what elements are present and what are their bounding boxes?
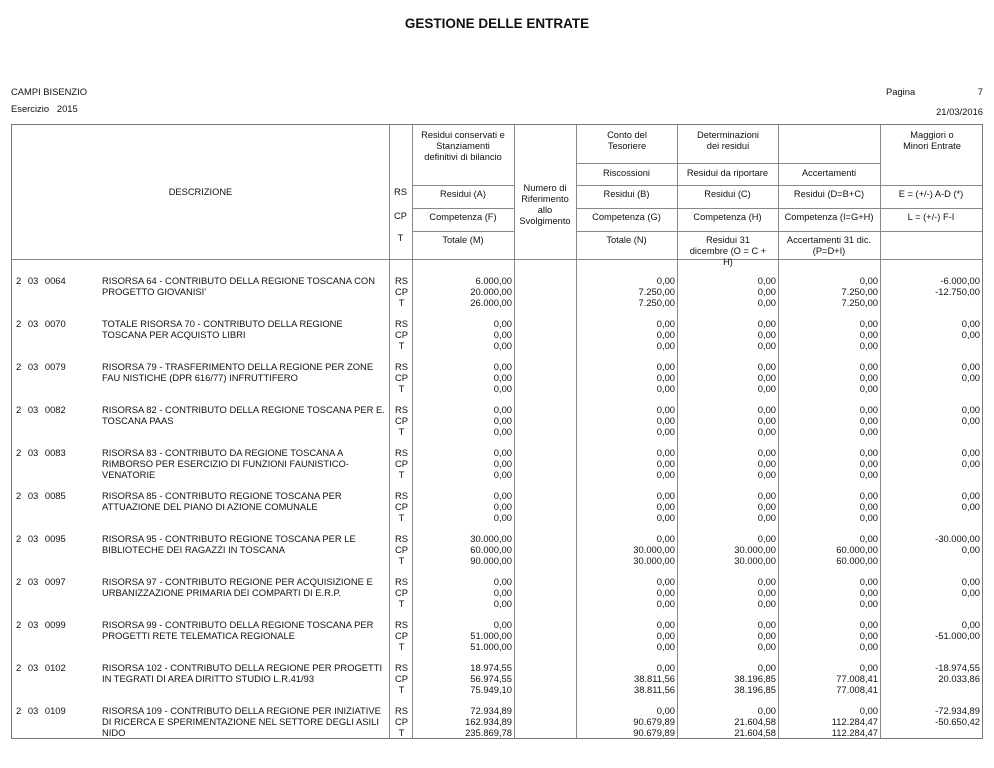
row-value-a: 72.934,89 bbox=[470, 705, 512, 716]
divider bbox=[514, 125, 515, 738]
row-value-g: 0,00 bbox=[656, 372, 675, 383]
row-value-e: 0,00 bbox=[961, 501, 980, 512]
row-value-i: 0,00 bbox=[859, 619, 878, 630]
row-value-a: 0,00 bbox=[493, 404, 512, 415]
row-value-h: 0,00 bbox=[757, 598, 776, 609]
row-type: CP bbox=[394, 544, 409, 555]
row-value-g: 0,00 bbox=[656, 275, 675, 286]
row-value-h: 0,00 bbox=[757, 576, 776, 587]
report-title: GESTIONE DELLE ENTRATE bbox=[404, 16, 590, 31]
row-value-g: 0,00 bbox=[656, 512, 675, 523]
row-value-h: 0,00 bbox=[757, 447, 776, 458]
header-col-h-cp: Competenza (H) bbox=[693, 212, 762, 222]
row-type: T bbox=[398, 297, 405, 308]
divider bbox=[412, 208, 514, 209]
row-type: RS bbox=[394, 533, 409, 544]
row-value-h: 0,00 bbox=[757, 705, 776, 716]
header-col-g-cp: Competenza (G) bbox=[592, 212, 661, 222]
row-value-h: 0,00 bbox=[757, 490, 776, 501]
header-col-e-rs: E = (+/-) A-D (*) bbox=[898, 189, 964, 199]
row-value-i: 7.250,00 bbox=[841, 286, 878, 297]
row-value-g: 0,00 bbox=[656, 619, 675, 630]
row-type: CP bbox=[394, 587, 409, 598]
row-description: RISORSA 64 - CONTRIBUTO DELLA REGIONE TOSCANA CON PROGETTO GIOVANISI' bbox=[102, 275, 375, 297]
row-value-i: 77.008,41 bbox=[836, 684, 878, 695]
row-type: T bbox=[398, 684, 405, 695]
row-value-a: 0,00 bbox=[493, 587, 512, 598]
row-value-h: 0,00 bbox=[757, 662, 776, 673]
row-value-a: 0,00 bbox=[493, 318, 512, 329]
row-value-g: 7.250,00 bbox=[638, 297, 675, 308]
row-value-i: 60.000,00 bbox=[836, 555, 878, 566]
row-code: 2 03 0070 bbox=[16, 318, 66, 329]
header-divider bbox=[12, 259, 982, 260]
row-value-e: -72.934,89 bbox=[935, 705, 980, 716]
row-value-e: 0,00 bbox=[961, 490, 980, 501]
row-description: RISORSA 95 - CONTRIBUTO REGIONE TOSCANA PER LE BIBLIOTECHE DEI RAGAZZI IN TOSCANA bbox=[102, 533, 356, 555]
row-value-a: 0,00 bbox=[493, 372, 512, 383]
header-col-a-t: Totale (M) bbox=[442, 235, 484, 245]
header-col-a-rs: Residui (A) bbox=[440, 189, 486, 199]
row-type: CP bbox=[394, 286, 409, 297]
header-col-i-rs: Residui (D=B+C) bbox=[793, 189, 865, 199]
row-value-h: 0,00 bbox=[757, 404, 776, 415]
row-value-h: 0,00 bbox=[757, 501, 776, 512]
row-value-a: 0,00 bbox=[493, 490, 512, 501]
row-description: RISORSA 109 - CONTRIBUTO DELLA REGIONE PER INIZIATIVE DI RICERCA E SPERIMENTAZIONE NEL SETTORE DEGLI ASILI NIDO bbox=[102, 705, 381, 738]
row-value-a: 0,00 bbox=[493, 383, 512, 394]
row-value-g: 0,00 bbox=[656, 458, 675, 469]
entrate-table bbox=[11, 124, 983, 739]
row-value-g: 0,00 bbox=[656, 490, 675, 501]
row-value-e: 20.033,86 bbox=[938, 673, 980, 684]
row-type: RS bbox=[394, 662, 409, 673]
row-value-i: 0,00 bbox=[859, 662, 878, 673]
divider bbox=[576, 208, 982, 209]
header-col-g-group: Conto del Tesoriere bbox=[607, 130, 647, 151]
row-value-h: 30.000,00 bbox=[734, 555, 776, 566]
row-type: T bbox=[398, 598, 405, 609]
row-value-g: 0,00 bbox=[656, 415, 675, 426]
row-value-g: 0,00 bbox=[656, 587, 675, 598]
row-value-h: 0,00 bbox=[757, 619, 776, 630]
row-value-g: 30.000,00 bbox=[633, 544, 675, 555]
row-value-a: 51.000,00 bbox=[470, 630, 512, 641]
row-value-e: -6.000,00 bbox=[940, 275, 980, 286]
row-type: T bbox=[398, 383, 405, 394]
row-value-h: 21.604,58 bbox=[734, 727, 776, 738]
row-value-i: 0,00 bbox=[859, 469, 878, 480]
row-value-i: 0,00 bbox=[859, 372, 878, 383]
row-type: RS bbox=[394, 447, 409, 458]
row-value-g: 0,00 bbox=[656, 340, 675, 351]
divider bbox=[576, 185, 982, 186]
row-type: CP bbox=[394, 630, 409, 641]
row-value-i: 0,00 bbox=[859, 576, 878, 587]
header-col-g-sub: Riscossioni bbox=[602, 168, 650, 178]
row-value-i: 0,00 bbox=[859, 383, 878, 394]
row-value-i: 7.250,00 bbox=[841, 297, 878, 308]
row-value-a: 20.000,00 bbox=[470, 286, 512, 297]
row-value-g: 0,00 bbox=[656, 469, 675, 480]
row-value-a: 0,00 bbox=[493, 329, 512, 340]
row-value-h: 0,00 bbox=[757, 275, 776, 286]
row-type: CP bbox=[394, 458, 409, 469]
row-value-h: 0,00 bbox=[757, 340, 776, 351]
divider bbox=[412, 231, 514, 232]
header-type-t: T bbox=[397, 233, 404, 243]
row-type: T bbox=[398, 555, 405, 566]
row-value-a: 0,00 bbox=[493, 598, 512, 609]
row-value-e: 0,00 bbox=[961, 361, 980, 372]
row-description: RISORSA 85 - CONTRIBUTO REGIONE TOSCANA PER ATTUAZIONE DEL PIANO DI AZIONE COMUNALE bbox=[102, 490, 342, 512]
row-value-i: 112.284,47 bbox=[831, 727, 878, 738]
row-description: RISORSA 82 - CONTRIBUTO DELLA REGIONE TOSCANA PER E. TOSCANA PAAS bbox=[102, 404, 385, 426]
header-col-a-group: Residui conservati e Stanziamenti definitivi di bilancio bbox=[421, 130, 505, 162]
row-type: CP bbox=[394, 372, 409, 383]
row-type: RS bbox=[394, 619, 409, 630]
row-value-g: 0,00 bbox=[656, 426, 675, 437]
row-type: CP bbox=[394, 329, 409, 340]
row-value-g: 0,00 bbox=[656, 329, 675, 340]
row-description: TOTALE RISORSA 70 - CONTRIBUTO DELLA REGIONE TOSCANA PER ACQUISTO LIBRI bbox=[102, 318, 343, 340]
row-value-g: 0,00 bbox=[656, 318, 675, 329]
header-col-g-t: Totale (N) bbox=[606, 235, 647, 245]
row-value-h: 0,00 bbox=[757, 533, 776, 544]
header-description: DESCRIZIONE bbox=[168, 187, 233, 197]
row-value-g: 0,00 bbox=[656, 533, 675, 544]
row-value-i: 0,00 bbox=[859, 490, 878, 501]
row-description: RISORSA 102 - CONTRIBUTO DELLA REGIONE PER PROGETTI IN TEGRATI DI AREA DIRITTO STUDIO L.R.41/93 bbox=[102, 662, 383, 684]
report-date: 21/03/2016 bbox=[936, 106, 983, 117]
row-value-a: 0,00 bbox=[493, 458, 512, 469]
header-col-g-rs: Residui (B) bbox=[603, 189, 650, 199]
row-value-e: 0,00 bbox=[961, 619, 980, 630]
row-value-e: 0,00 bbox=[961, 329, 980, 340]
row-value-i: 0,00 bbox=[859, 705, 878, 716]
row-type: T bbox=[398, 340, 405, 351]
page-number: 7 bbox=[977, 86, 983, 97]
row-value-h: 0,00 bbox=[757, 426, 776, 437]
row-value-h: 38.196,85 bbox=[734, 684, 776, 695]
row-value-e: 0,00 bbox=[961, 587, 980, 598]
row-value-e: 0,00 bbox=[961, 576, 980, 587]
row-value-e: -50.650,42 bbox=[935, 716, 980, 727]
row-value-g: 38.811,56 bbox=[633, 684, 675, 695]
row-value-h: 0,00 bbox=[757, 383, 776, 394]
row-value-g: 0,00 bbox=[656, 705, 675, 716]
row-value-h: 0,00 bbox=[757, 415, 776, 426]
row-value-a: 0,00 bbox=[493, 361, 512, 372]
row-value-h: 30.000,00 bbox=[734, 544, 776, 555]
row-type: RS bbox=[394, 490, 409, 501]
row-value-i: 0,00 bbox=[859, 587, 878, 598]
row-value-i: 0,00 bbox=[859, 598, 878, 609]
row-value-i: 77.008,41 bbox=[836, 673, 878, 684]
row-type: T bbox=[398, 727, 405, 738]
row-value-g: 0,00 bbox=[656, 630, 675, 641]
row-value-e: -30.000,00 bbox=[935, 533, 980, 544]
row-value-g: 0,00 bbox=[656, 447, 675, 458]
row-value-h: 0,00 bbox=[757, 469, 776, 480]
row-value-i: 0,00 bbox=[859, 533, 878, 544]
row-type: RS bbox=[394, 361, 409, 372]
row-type: T bbox=[398, 469, 405, 480]
header-col-i-cp: Competenza (I=G+H) bbox=[784, 212, 874, 222]
row-type: CP bbox=[394, 501, 409, 512]
row-type: CP bbox=[394, 716, 409, 727]
row-code: 2 03 0082 bbox=[16, 404, 66, 415]
row-value-a: 30.000,00 bbox=[470, 533, 512, 544]
row-value-g: 0,00 bbox=[656, 662, 675, 673]
row-value-i: 60.000,00 bbox=[836, 544, 878, 555]
row-value-h: 0,00 bbox=[757, 641, 776, 652]
row-value-g: 30.000,00 bbox=[633, 555, 675, 566]
row-value-g: 0,00 bbox=[656, 383, 675, 394]
row-description: RISORSA 97 - CONTRIBUTO REGIONE PER ACQUISIZIONE E URBANIZZAZIONE PRIMARIA DEI COMPARTI DI E.R.P. bbox=[102, 576, 373, 598]
row-value-i: 0,00 bbox=[859, 426, 878, 437]
row-code: 2 03 0079 bbox=[16, 361, 66, 372]
fiscal-year-value: 2015 bbox=[56, 103, 78, 114]
row-value-h: 0,00 bbox=[757, 630, 776, 641]
row-value-e: -12.750,00 bbox=[935, 286, 980, 297]
row-type: RS bbox=[394, 404, 409, 415]
row-type: RS bbox=[394, 705, 409, 716]
header-col-e-group: Maggiori o Minori Entrate bbox=[903, 130, 961, 151]
row-value-i: 0,00 bbox=[859, 275, 878, 286]
row-value-a: 0,00 bbox=[493, 512, 512, 523]
header-col-e-cp: L = (+/-) F-I bbox=[907, 212, 955, 222]
row-value-g: 0,00 bbox=[656, 404, 675, 415]
divider bbox=[412, 185, 514, 186]
row-description: RISORSA 79 - TRASFERIMENTO DELLA REGIONE PER ZONE FAU NISTICHE (DPR 616/77) INFRUTTIFERO bbox=[102, 361, 374, 383]
page-label: Pagina bbox=[886, 86, 916, 97]
row-value-a: 90.000,00 bbox=[470, 555, 512, 566]
row-value-h: 0,00 bbox=[757, 587, 776, 598]
row-value-h: 0,00 bbox=[757, 286, 776, 297]
divider bbox=[576, 163, 880, 164]
row-value-e: 0,00 bbox=[961, 372, 980, 383]
row-value-h: 0,00 bbox=[757, 297, 776, 308]
row-value-g: 90.679,89 bbox=[633, 727, 675, 738]
row-value-g: 0,00 bbox=[656, 361, 675, 372]
row-value-g: 7.250,00 bbox=[638, 286, 675, 297]
row-value-e: 0,00 bbox=[961, 318, 980, 329]
row-value-g: 90.679,89 bbox=[633, 716, 675, 727]
row-value-h: 0,00 bbox=[757, 512, 776, 523]
row-value-h: 0,00 bbox=[757, 361, 776, 372]
row-value-e: 0,00 bbox=[961, 415, 980, 426]
row-code: 2 03 0097 bbox=[16, 576, 66, 587]
row-value-a: 235.869,78 bbox=[465, 727, 512, 738]
header-type-rs: RS bbox=[394, 187, 407, 197]
row-code: 2 03 0083 bbox=[16, 447, 66, 458]
row-code: 2 03 0085 bbox=[16, 490, 66, 501]
row-value-i: 0,00 bbox=[859, 630, 878, 641]
header-col-h-group: Determinazioni dei residui bbox=[696, 130, 759, 151]
row-value-e: 0,00 bbox=[961, 447, 980, 458]
row-value-e: 0,00 bbox=[961, 404, 980, 415]
row-value-a: 26.000,00 bbox=[470, 297, 512, 308]
row-value-g: 38.811,56 bbox=[633, 673, 675, 684]
row-value-h: 0,00 bbox=[757, 372, 776, 383]
row-type: T bbox=[398, 641, 405, 652]
header-col-a-cp: Competenza (F) bbox=[429, 212, 497, 222]
row-value-i: 0,00 bbox=[859, 329, 878, 340]
row-type: T bbox=[398, 512, 405, 523]
row-value-h: 0,00 bbox=[757, 329, 776, 340]
row-value-i: 0,00 bbox=[859, 340, 878, 351]
row-value-g: 0,00 bbox=[656, 501, 675, 512]
row-value-e: 0,00 bbox=[961, 544, 980, 555]
row-value-a: 0,00 bbox=[493, 340, 512, 351]
entity-name: CAMPI BISENZIO bbox=[11, 86, 88, 97]
row-value-i: 0,00 bbox=[859, 361, 878, 372]
header-col-h-rs: Residui (C) bbox=[704, 189, 751, 199]
row-code: 2 03 0102 bbox=[16, 662, 66, 673]
row-value-a: 0,00 bbox=[493, 619, 512, 630]
row-type: CP bbox=[394, 415, 409, 426]
row-value-e: 0,00 bbox=[961, 458, 980, 469]
row-value-a: 60.000,00 bbox=[470, 544, 512, 555]
row-value-a: 0,00 bbox=[493, 469, 512, 480]
row-value-a: 0,00 bbox=[493, 576, 512, 587]
row-value-a: 0,00 bbox=[493, 426, 512, 437]
row-type: CP bbox=[394, 673, 409, 684]
row-code: 2 03 0095 bbox=[16, 533, 66, 544]
row-value-g: 0,00 bbox=[656, 598, 675, 609]
row-value-i: 0,00 bbox=[859, 512, 878, 523]
row-value-a: 75.949,10 bbox=[470, 684, 512, 695]
row-type: RS bbox=[394, 318, 409, 329]
row-type: RS bbox=[394, 275, 409, 286]
row-value-h: 0,00 bbox=[757, 318, 776, 329]
row-value-i: 0,00 bbox=[859, 641, 878, 652]
row-value-i: 0,00 bbox=[859, 404, 878, 415]
row-value-a: 18.974,55 bbox=[470, 662, 512, 673]
row-value-a: 0,00 bbox=[493, 447, 512, 458]
row-value-g: 0,00 bbox=[656, 576, 675, 587]
row-value-a: 6.000,00 bbox=[475, 275, 512, 286]
row-value-e: -18.974,55 bbox=[935, 662, 980, 673]
row-value-i: 0,00 bbox=[859, 458, 878, 469]
row-code: 2 03 0099 bbox=[16, 619, 66, 630]
row-value-i: 112.284,47 bbox=[831, 716, 878, 727]
row-value-i: 0,00 bbox=[859, 415, 878, 426]
row-value-a: 162.934,89 bbox=[465, 716, 512, 727]
row-type: T bbox=[398, 426, 405, 437]
fiscal-year bbox=[11, 103, 78, 114]
row-description: RISORSA 83 - CONTRIBUTO DA REGIONE TOSCANA A RIMBORSO PER ESERCIZIO DI FUNZIONI FAUNISTICO-VENATORIE bbox=[102, 447, 349, 480]
row-value-g: 0,00 bbox=[656, 641, 675, 652]
row-value-a: 51.000,00 bbox=[470, 641, 512, 652]
row-value-i: 0,00 bbox=[859, 318, 878, 329]
row-code: 2 03 0109 bbox=[16, 705, 66, 716]
header-type-cp: CP bbox=[394, 211, 407, 221]
header-col-h-sub: Residui da riportare bbox=[686, 168, 769, 178]
row-code: 2 03 0064 bbox=[16, 275, 66, 286]
row-value-a: 56.974,55 bbox=[470, 673, 512, 684]
row-value-i: 0,00 bbox=[859, 501, 878, 512]
row-value-h: 21.604,58 bbox=[734, 716, 776, 727]
divider bbox=[576, 231, 982, 232]
header-col-i-t: Accertamenti 31 dic. (P=D+I) bbox=[786, 235, 872, 256]
row-value-a: 0,00 bbox=[493, 501, 512, 512]
row-value-e: -51.000,00 bbox=[935, 630, 980, 641]
row-value-h: 38.196,85 bbox=[734, 673, 776, 684]
row-type: RS bbox=[394, 576, 409, 587]
header-col-h-t: Residui 31 dicembre (O = C + H) bbox=[689, 235, 767, 267]
row-description: RISORSA 99 - CONTRIBUTO DELLA REGIONE TOSCANA PER PROGETTI RETE TELEMATICA REGIONALE bbox=[102, 619, 374, 641]
header-col-i-sub: Accertamenti bbox=[801, 168, 857, 178]
row-value-a: 0,00 bbox=[493, 415, 512, 426]
header-col-num: Numero di Riferimento allo Svolgimento bbox=[519, 183, 571, 226]
fiscal-year-label: Esercizio bbox=[11, 103, 50, 114]
row-value-h: 0,00 bbox=[757, 458, 776, 469]
row-value-i: 0,00 bbox=[859, 447, 878, 458]
